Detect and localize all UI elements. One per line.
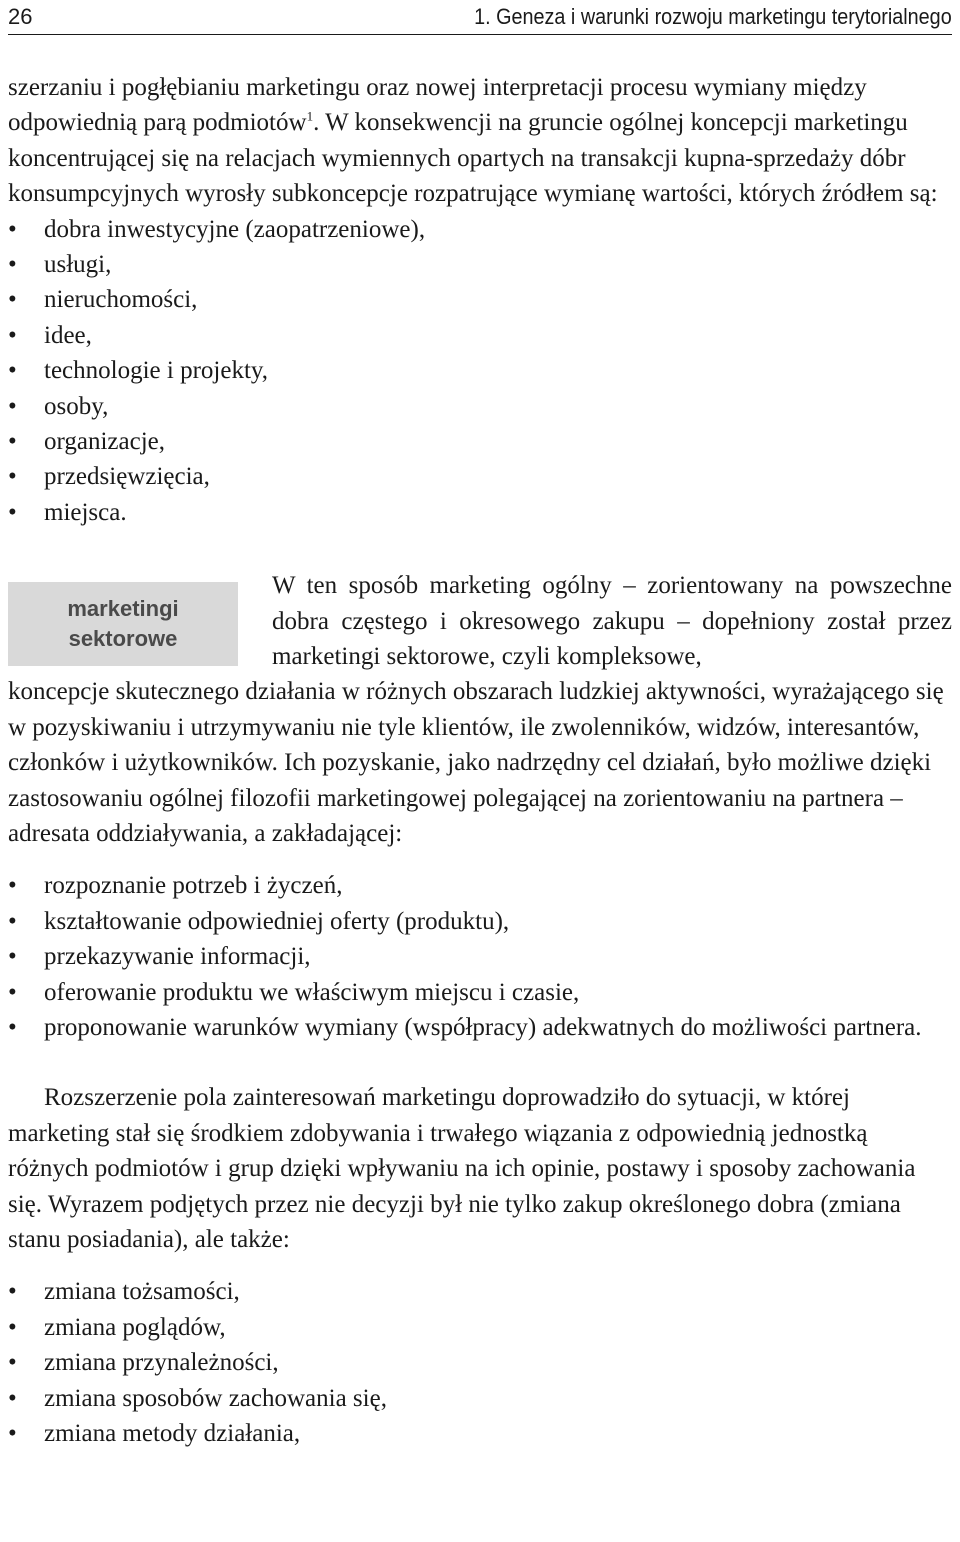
list-item: • zmiana przynależności, <box>8 1345 952 1380</box>
running-title: 1. Geneza i warunki rozwoju marketingu terytorialnego <box>474 4 952 29</box>
list-item: • usługi, <box>8 247 952 282</box>
list-item: • rozpoznanie potrzeb i życzeń, <box>8 868 952 903</box>
paragraph-2-start: W ten sposób marketing ogólny – zorientowany na powszechne dobra częstego i okresowego zakupu – dopełniony został przez marketingi sektorowe, czyli kompleksowe, <box>272 572 952 671</box>
page-number: 26 <box>8 4 33 29</box>
paragraph-3: Rozszerzenie pola zainteresowań marketingu doprowadziło do sytuacji, w której marketing stał się środkiem zdobywania i trwałego wiązania z odpowiednią jednostką różnych podmiotów i grup dzięki wpływaniu na ich opinie, postawy i sposoby zachowania się. Wyrazem podjętych przez nie decyzji był nie tylko zakup określonego dobra (zmiana stanu posiadania), ale także: <box>8 1084 916 1253</box>
list-item: • przedsięwzięcia, <box>8 459 952 494</box>
bullet-icon: • <box>8 907 17 935</box>
list-item: • zmiana poglądów, <box>8 1310 952 1345</box>
bullet-icon: • <box>8 428 17 456</box>
bullet-icon: • <box>8 463 17 491</box>
bullet-icon: • <box>8 1420 17 1447</box>
bullet-icon: • <box>8 286 17 314</box>
paragraph-2-continued: koncepcje skutecznego działania w różnych obszarach ludzkiej aktywności, wyrażającego się w pozyskiwaniu i utrzymywaniu nie tyle klientów, ile zwolenników, widzów, interesantów, członków i użytkowników. Ich pozyskanie, jako nadrzędny cel działań, było możliwe dzięki zastosowaniu ogólnej filozofii marketingowej polegającej na zorientowaniu na partnera – adresata oddziaływania, a zakładającej: <box>8 678 944 847</box>
margin-keyword-line2: sektorowe <box>68 626 178 652</box>
list-item: • dobra inwestycyjne (zaopatrzeniowe), <box>8 212 952 247</box>
bullet-icon: • <box>8 392 17 420</box>
footnote-ref: 1 <box>306 109 314 125</box>
list-item: • nieruchomości, <box>8 282 952 317</box>
page-header <box>8 0 952 35</box>
margin-keyword-box <box>8 582 238 666</box>
list-item: • proponowanie warunków wymiany (współpracy) adekwatnych do możliwości partnera. <box>8 1010 952 1045</box>
spacer <box>8 851 952 868</box>
margin-keyword-line1: marketingi <box>67 596 179 622</box>
bullet-icon: • <box>8 978 17 1006</box>
list-item: • miejsca. <box>8 495 952 530</box>
list-item: • osoby, <box>8 389 952 424</box>
list-item: • przekazywanie informacji, <box>8 939 952 974</box>
bullet-icon: • <box>8 872 17 900</box>
list-marketing-assumptions <box>8 868 952 1045</box>
bullet-icon: • <box>8 1278 17 1306</box>
paragraph-2-side <box>272 568 952 674</box>
paragraph-1-text-cont: . W konsekwencji na gruncie ogólnej koncepcji marketingu koncentrującej się na relacjach wymiennych opartych na transakcji kupna-sprzedaży dóbr konsumpcyjnych wyrosły subkoncepcje rozpatrujące wymianę wartości, których źródłem są: <box>8 109 938 208</box>
bullet-icon: • <box>8 357 17 385</box>
list-changes <box>8 1274 952 1451</box>
list-item: • oferowanie produktu we właściwym miejscu i czasie, <box>8 975 952 1010</box>
spacer <box>8 1257 952 1274</box>
bullet-icon: • <box>8 1313 17 1341</box>
bullet-icon: • <box>8 498 17 526</box>
list-item: • zmiana sposobów zachowania się, <box>8 1381 952 1416</box>
paragraph-1 <box>8 70 952 212</box>
body-text <box>8 70 952 1451</box>
list-item: • kształtowanie odpowiedniej oferty (produktu), <box>8 904 952 939</box>
list-item: • organizacje, <box>8 424 952 459</box>
list-item: • technologie i projekty, <box>8 353 952 388</box>
bullet-icon: • <box>8 215 17 243</box>
list-item: • zmiana metody działania, <box>8 1416 952 1451</box>
paragraph-1-text: szerzaniu i pogłębianiu marketingu oraz nowej interpretacji procesu wymiany między odpowiednią parą podmiotów <box>8 74 867 137</box>
bullet-icon: • <box>8 251 17 279</box>
bullet-icon: • <box>8 1349 17 1377</box>
bullet-icon: • <box>8 943 17 971</box>
spacer <box>8 1045 952 1080</box>
bullet-icon: • <box>8 1384 17 1412</box>
bullet-icon: • <box>8 321 17 349</box>
bullet-icon: • <box>8 1013 17 1041</box>
list-item: • zmiana tożsamości, <box>8 1274 952 1309</box>
side-note-row <box>8 568 952 674</box>
list-item: • idee, <box>8 318 952 353</box>
list-value-sources <box>8 212 952 531</box>
